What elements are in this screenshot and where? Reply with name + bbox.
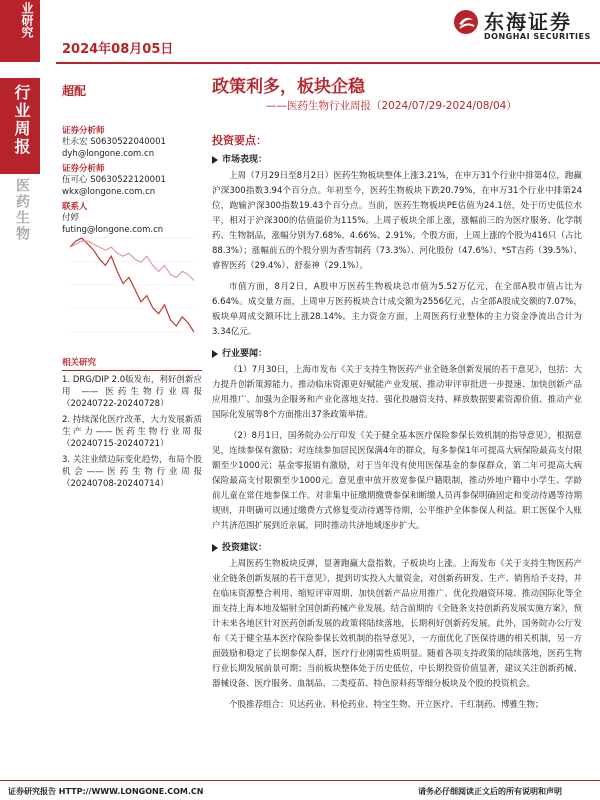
analyst-name: 杜永宏 S0630522040001	[62, 137, 166, 147]
rating: 超配	[62, 84, 87, 98]
analyst-email[interactable]: dyh@longone.com.cn	[62, 149, 155, 159]
header-divider	[56, 62, 600, 64]
section-market	[212, 152, 582, 340]
logo-cn: 东海证券	[484, 10, 572, 34]
section-heading: 投资建议：	[222, 543, 268, 553]
analyst-block	[62, 124, 202, 236]
contact-email[interactable]: futing@longone.com.cn	[62, 225, 164, 235]
donghai-logo-icon	[452, 8, 480, 36]
chart-series-line	[70, 241, 194, 281]
section-paragraph: 上周医药生物板块反弹，显著跑赢大盘指数，子板块均上涨。上海发布《关于支持生物医药产业全链条创新发展的若干意见》，提到切实投入大量资金，对创新药研发、生产、销售给予支持，并在临床资源整合利用、缩短评审周期、加快创新产品应用推广、优化投融资环境、推动国际化等全面支持上海本地及辐射全国创新药械产业发展。结合前期的《全链条支持创新药发展实施方案》，预计未来各地区针对医药创新发展的政策将陆续落地，长期利好创新药发展。此外，国务院办公厅发布《关于健全基本医疗保险参保长效机制的指导意见》，一方面优化了医保待遇的相关机制，另一方面鼓励和稳定了长期参保人群，医疗行业刚需性质明显。随着各项支持政策的陆续落地，医药生物行业长期发展前景可期；当前板块整体处于历史低位，中长期投资价值显著，建议关注创新药械、器械设备、医疗服务、血制品、二类疫苗、特色原料药等细分板块及个股的投资机会。	[212, 559, 582, 689]
section-heading: 市场表现：	[222, 155, 268, 165]
contact-role: 联系人	[62, 202, 88, 212]
section-paragraph: （1）7月30日，上海市发布《关于支持生物医药产业全链条创新发展的若干意见》，包括：大力提升创新策源能力、推动临床资源更好赋能产业发展、推动审评审批进一步提速、加快创新产品应用推广、加强为企服务和产业化落地支持、强化投融资支持、释放数据要素资源价值、推动产业国际化发展等8个方面推出37条政策举措。	[212, 365, 582, 420]
sidebar-industry-label: 医药生物	[14, 178, 30, 242]
report-date: 2024年08月05日	[62, 42, 174, 57]
bullet-icon	[212, 156, 218, 164]
section-paragraph: 上周（7月29日至8月2日）医药生物板块整体上涨3.21%，在申万31个行业中排第4位，跑赢沪深300指数3.94个百分点。年初至今，医药生物板块下跌20.79%，在申万31个行业中排第24位，跑输沪深300指数19.43个百分点。当前，医药生物板块PE估值为24.1倍，处于历史低位水平，相对于沪深300的估值溢价为115%。上周子板块全部上涨，涨幅前三的为医疗服务、化学制药、生物制品，涨幅分别为7.68%、4.66%、2.91%。个股方面，上周上涨的个股为416只（占比88.3%）；涨幅前五的个股分别为香雪制药（73.3%）、河化股份（47.6%）、*ST吉药（39.5%）、睿智医药（29.4%）、舒泰神（29.1%）。	[212, 171, 582, 271]
section-paragraph: （2）8月1日，国务院办公厅印发《关于健全基本医疗保险参保长效机制的指导意见》，根据意见，连续参保有激励；对连续参加居民医保满4年的群众，每多参保1年可提高大病保险最高支付限额至少1000元；基金零报销有激励，对于当年没有使用医保基金的参保群众，第二年可提高大病保险最高支付限额至少1000元。意见重申放开放宽参保户籍限制，推动外地户籍中小学生、学龄前儿童在常住地参保工作。对非集中征缴期缴费参保和断缴人员再参保明确固定和变动待遇等待期规则，并明确可以通过缴费方式修复变动待遇等待期，公平维护全体参保人利益。职工医保个人账户共济范围扩展到近亲属，同时推动共济地域逐步扩大。	[212, 431, 582, 531]
bullet-icon	[212, 544, 218, 552]
performance-chart	[62, 230, 202, 340]
sidebar-category-label: 行业周报	[12, 84, 31, 156]
section-heading: 行业要闻：	[222, 349, 268, 359]
related-item[interactable]: 2. 持续深化医疗改革，大力发展新质生产力——医药生物行业周报（20240715-20240721）	[62, 415, 202, 449]
main-body	[212, 152, 582, 713]
sidebar-top-label: 业研究	[20, 2, 34, 38]
analyst-role: 证券分析师	[62, 126, 105, 136]
report-subtitle: ——医药生物行业周报（2024/07/29-2024/08/04）	[266, 100, 517, 112]
section-paragraph: 个股推荐组合：贝达药业、科伦药业、特宝生物、开立医疗、千红制药、博雅生物；	[229, 700, 544, 710]
footer-right: 请务必仔细阅读正文后的所有说明和声明	[418, 787, 562, 796]
footer-left[interactable]: 证券研究报告 HTTP://WWW.LONGONE.COM.CN	[8, 787, 204, 796]
related-item[interactable]: 1. DRG/DIP 2.0版发布，利好创新应用 —— 医药生物行业周报（20240722-20240728）	[62, 375, 202, 409]
section-paragraph: 市值方面，8月2日，A股申万医药生物板块总市值为5.52万亿元，在全部A股市值占比为6.64%。成交量方面，上周申万医药板块合计成交额为2556亿元，占全部A股成交额的7.07%，板块单周成交额环比上涨28.14%。主力资金方面，上周医药行业整体的主力资金净流出合计为3.34亿元。	[212, 282, 582, 337]
footer-divider	[0, 780, 600, 781]
analyst-email[interactable]: wkx@longone.com.cn	[62, 187, 156, 197]
section-advice	[212, 540, 582, 713]
related-research	[62, 356, 202, 490]
report-title: 政策利多，板块企稳	[212, 77, 365, 97]
section-news	[212, 346, 582, 534]
analyst-role: 证券分析师	[62, 164, 105, 174]
related-title: 相关研究	[62, 356, 202, 371]
logo-en: DONGHAI SECURITIES	[484, 32, 591, 41]
related-item[interactable]: 3. 关注业绩边际变化趋势，布局个股机会——医药生物行业周报（20240708-20240714）	[62, 455, 202, 489]
analyst-name: 伍可心 S0630522120001	[62, 175, 166, 185]
bullet-icon	[212, 350, 218, 358]
key-points-heading: 投资要点：	[212, 134, 267, 147]
contact-name: 付婷	[62, 213, 80, 223]
